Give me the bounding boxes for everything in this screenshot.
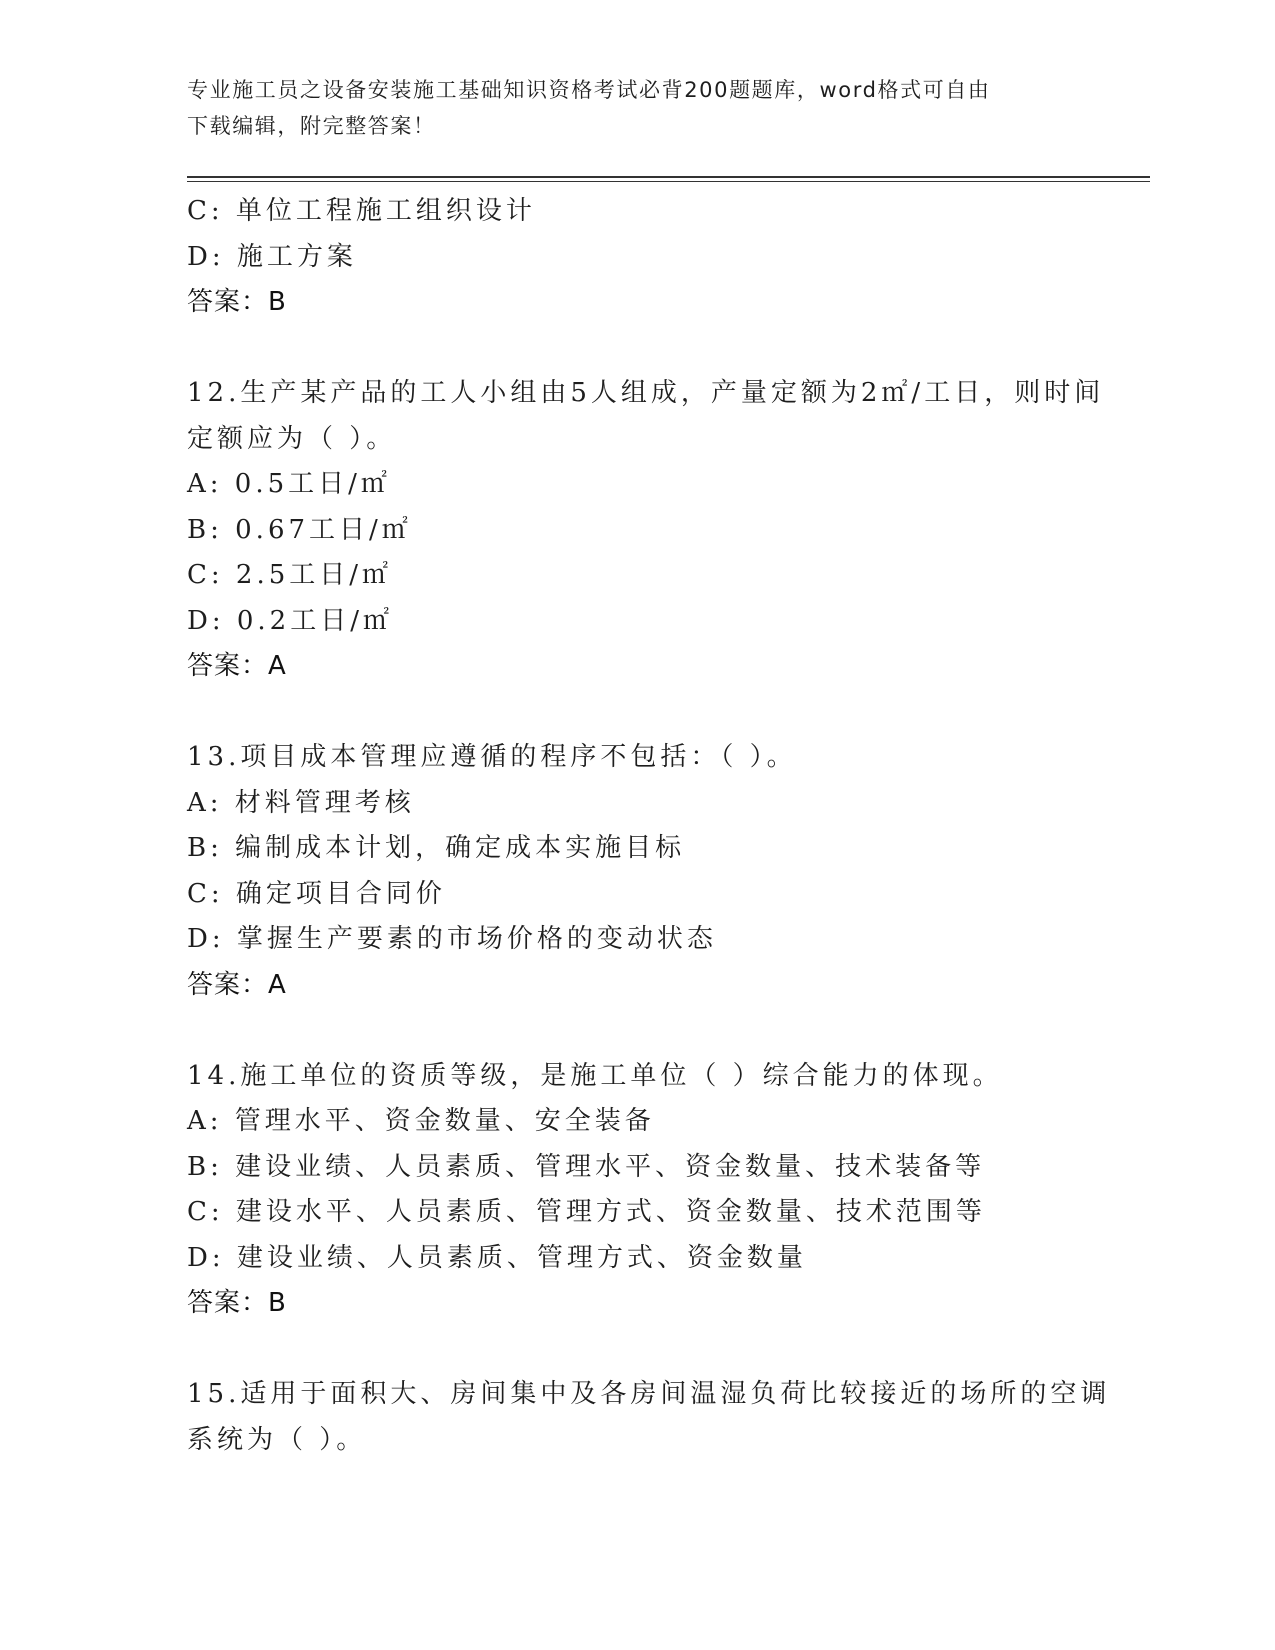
question-spacer <box>187 326 1117 372</box>
option-d: D: 建设业绩、人员素质、管理方式、资金数量 <box>187 1242 807 1273</box>
answer-line: 答案：B <box>187 287 287 317</box>
option-a: A: 材料管理考核 <box>187 787 415 818</box>
header-divider-thick <box>187 176 1150 178</box>
question-spacer <box>187 690 1117 736</box>
option-a: A: 0.5工日/㎡ <box>187 469 391 499</box>
answer-line: 答案：A <box>187 969 287 1000</box>
option-b: B: 0.67工日/㎡ <box>187 514 412 545</box>
option-c: C: 确定项目合同价 <box>187 878 446 909</box>
option-a: A: 管理水平、资金数量、安全装备 <box>187 1106 655 1136</box>
question-stem: 定额应为（ ）。 <box>187 423 397 454</box>
answer-line: 答案：B <box>187 1288 287 1318</box>
question-stem: 12.生产某产品的工人小组由5人组成，产量定额为2㎡/工日，则时间 <box>187 378 1105 408</box>
option-b: B: 编制成本计划，确定成本实施目标 <box>187 833 686 863</box>
question-spacer <box>187 1327 1117 1373</box>
option-c: C: 2.5工日/㎡ <box>187 560 393 590</box>
option-d: D: 掌握生产要素的市场价格的变动状态 <box>187 924 717 954</box>
question-spacer <box>187 1008 1117 1054</box>
question-stem: 15.适用于面积大、房间集中及各房间温湿负荷比较接近的场所的空调 <box>187 1379 1111 1409</box>
header-title-line-1: 专业施工员之设备安装施工基础知识资格考试必背200题题库，word格式可自由 <box>187 78 991 102</box>
answer-line: 答案：A <box>187 651 287 681</box>
option-c: C: 单位工程施工组织设计 <box>187 196 536 226</box>
option-d: D: 0.2工日/㎡ <box>187 605 393 636</box>
header-divider-thin <box>187 181 1150 182</box>
option-d: D: 施工方案 <box>187 241 357 272</box>
question-stem: 14.施工单位的资质等级，是施工单位（ ）综合能力的体现。 <box>187 1060 1003 1091</box>
question-list <box>187 189 1117 1463</box>
question-stem: 系统为（ ）。 <box>187 1424 367 1455</box>
document-header <box>187 72 1087 144</box>
option-b: B: 建设业绩、人员素质、管理水平、资金数量、技术装备等 <box>187 1151 986 1182</box>
header-title-line-2: 下载编辑，附完整答案！ <box>187 114 436 138</box>
option-c: C: 建设水平、人员素质、管理方式、资金数量、技术范围等 <box>187 1197 986 1227</box>
question-stem: 13.项目成本管理应遵循的程序不包括：（ ）。 <box>187 742 797 772</box>
